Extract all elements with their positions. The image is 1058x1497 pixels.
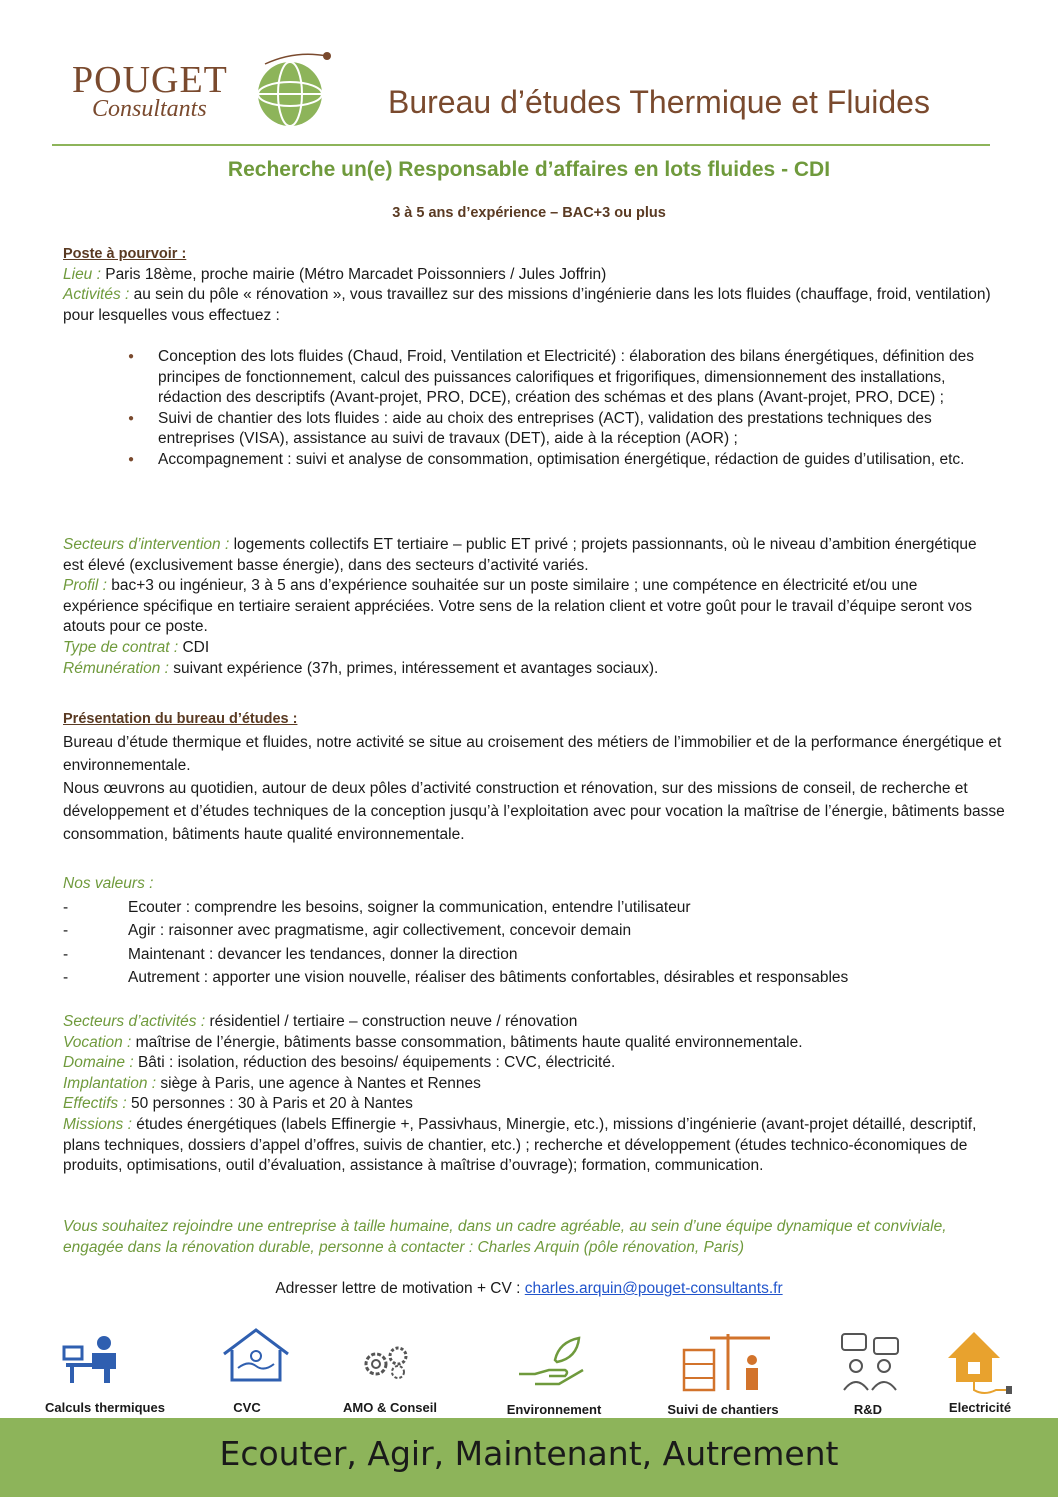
footer-motto: Ecouter, Agir, Maintenant, Autrement (219, 1434, 839, 1473)
icon-label: AMO & Conseil (343, 1400, 437, 1415)
list-item: - Ecouter : comprendre les besoins, soigner la communication, entendre l’utilisateur (63, 896, 1013, 920)
presentation-p2: Nous œuvrons au quotidien, autour de deux pôles d’activité construction et rénovation, sur des missions de conseil, de recherche et développement et d’études techniques de la conception jusqu’à l’exploitation avec pour vocation la maîtrise de l’énergie, bâtiments basse consommation, bâtiments haute qualité environnementale. (63, 780, 1005, 843)
job-subtitle: 3 à 5 ans d’expérience – BAC+3 ou plus (392, 205, 666, 221)
icon-label: Suivi de chantiers (667, 1402, 779, 1417)
contact-prefix: Adresser lettre de motivation + CV : (275, 1280, 525, 1297)
contrat-line: Type de contrat : CDI (63, 638, 210, 656)
company-logo (70, 50, 370, 130)
list-item: - Maintenant : devancer les tendances, donner la direction (63, 943, 1013, 967)
implantation-line: Implantation : siège à Paris, une agence à Nantes et Rennes (63, 1074, 481, 1092)
list-item: ● Suivi de chantier des lots fluides : aide au choix des entreprises (ACT), validation des prestations techniques des entreprises (VISA), assistance au suivi de travaux (DET), aide à la réception (AOR) ; (128, 409, 988, 450)
profil-line: Profil : bac+3 ou ingénieur, 3 à 5 ans d’expérience souhaitée sur un poste similaire ; une compétence en électricité et/ou une expérience spécifique en tertiaire seraient appréciées. Votre sens de la relation client et votre goût pour le travail d’équipe seront vos atouts pour ce poste. (63, 577, 973, 636)
icon-label: CVC (233, 1400, 261, 1415)
globe-icon (235, 50, 335, 130)
activites-list (128, 347, 988, 471)
footer-banner (0, 1418, 1058, 1497)
company-details (63, 1012, 993, 1177)
list-item: ● Accompagnement : suivi et analyse de consommation, optimisation énergétique, rédaction de guides d’utilisation, etc. (128, 450, 988, 471)
poste-details (63, 535, 993, 679)
list-item: ● Conception des lots fluides (Chaud, Froid, Ventilation et Electricité) : élaboration des bilans énergétiques, définition des principes de fonctionnement, calcul des puissances calorifiques et frigorifiques, dimensionnement des installations, rédaction des descriptifs (Avant-projet, PRO, DCE), création des schémas et des plans (Avant-projet, PRO, DCE) ; (128, 347, 988, 409)
logo-name: POUGET (72, 59, 228, 101)
presentation-section (63, 708, 1013, 846)
poste-heading: Poste à pourvoir : (63, 246, 187, 262)
people-discussion-icon (838, 1332, 902, 1394)
gears-icon (360, 1342, 414, 1382)
valeurs-label: Nos valeurs : (63, 875, 154, 892)
icon-label: Calculs thermiques (45, 1400, 165, 1415)
hand-leaf-icon (515, 1334, 589, 1390)
presentation-heading: Présentation du bureau d’études : (63, 711, 298, 727)
construction-icon (680, 1330, 772, 1394)
icon-label: Electricité (948, 1400, 1012, 1415)
missions-line: Missions : études énergétiques (labels Effinergie +, Passivhaus, Minergie, etc.), missions d’ingénierie (avant-projet détaillé, descriptif, plans techniques, dossiers d’appel d’offres, suivis de chantier, etc.) ; recherche et développement (études technico-économiques de produits, optimisations, outil d’évaluation, assistance à maîtrise d’ouvrage); formation, communication. (63, 1115, 977, 1175)
header-divider (52, 144, 990, 146)
activites-line: Activités : au sein du pôle « rénovation », vous travaillez sur des missions d’ingénierie dans les lots fluides (chauffage, froid, ventilation) pour lesquelles vous effectuez : (63, 286, 991, 324)
presentation-p1: Bureau d’étude thermique et fluides, notre activité se situe au croisement des métiers de l’immobilier et de la performance énergétique et environnementale. (63, 734, 1002, 774)
poste-section (63, 244, 1003, 326)
valeurs-section (63, 872, 1013, 990)
icon-label: Environnement (506, 1402, 602, 1417)
secteurs-line: Secteurs d’intervention : logements collectifs ET tertiaire – public ET privé ; projets passionnants, où le niveau d’ambition énergétique est élevé (exclusivement basse énergie), dans des secteurs d’activité variés. (63, 536, 977, 574)
job-title: Recherche un(e) Responsable d’affaires en lots fluides - CDI (227, 158, 831, 181)
list-item: - Autrement : apporter une vision nouvelle, réaliser des bâtiments confortables, désirables et responsables (63, 966, 1013, 990)
house-heat-icon (216, 1326, 296, 1386)
contact-email-link[interactable]: charles.arquin@pouget-consultants.fr (524, 1280, 783, 1297)
house-plug-icon (944, 1328, 1016, 1396)
secteurs-activites-line: Secteurs d’activités : résidentiel / tertiaire – construction neuve / rénovation (63, 1013, 578, 1030)
list-item: - Agir : raisonner avec pragmatisme, agir collectivement, concevoir demain (63, 919, 1013, 943)
header-title: Bureau d’études Thermique et Fluides (388, 84, 930, 120)
contact-line (0, 1279, 1058, 1300)
logo-subtitle: Consultants (92, 96, 207, 122)
closing-text: Vous souhaitez rejoindre une entreprise à taille humaine, dans un cadre agréable, au sein d’une équipe dynamique et conviviale, engagée dans la rénovation durable, personne à contacter : Charles Arquin (pôle rénovation, Paris) (63, 1218, 947, 1256)
domaine-line: Domaine : Bâti : isolation, réduction des besoins/ équipements : CVC, électricité. (63, 1054, 616, 1072)
vocation-line: Vocation : maîtrise de l’énergie, bâtiments basse consommation, bâtiments haute qualité environnementale. (63, 1033, 803, 1051)
desk-person-icon (62, 1333, 126, 1387)
lieu-line: Lieu : Paris 18ème, proche mairie (Métro Marcadet Poissonniers / Jules Joffrin) (63, 265, 607, 283)
remuneration-line: Rémunération : suivant expérience (37h, primes, intéressement et avantages sociaux). (63, 659, 659, 677)
icon-label: R&D (853, 1402, 883, 1417)
effectifs-line: Effectifs : 50 personnes : 30 à Paris et 20 à Nantes (63, 1095, 413, 1113)
